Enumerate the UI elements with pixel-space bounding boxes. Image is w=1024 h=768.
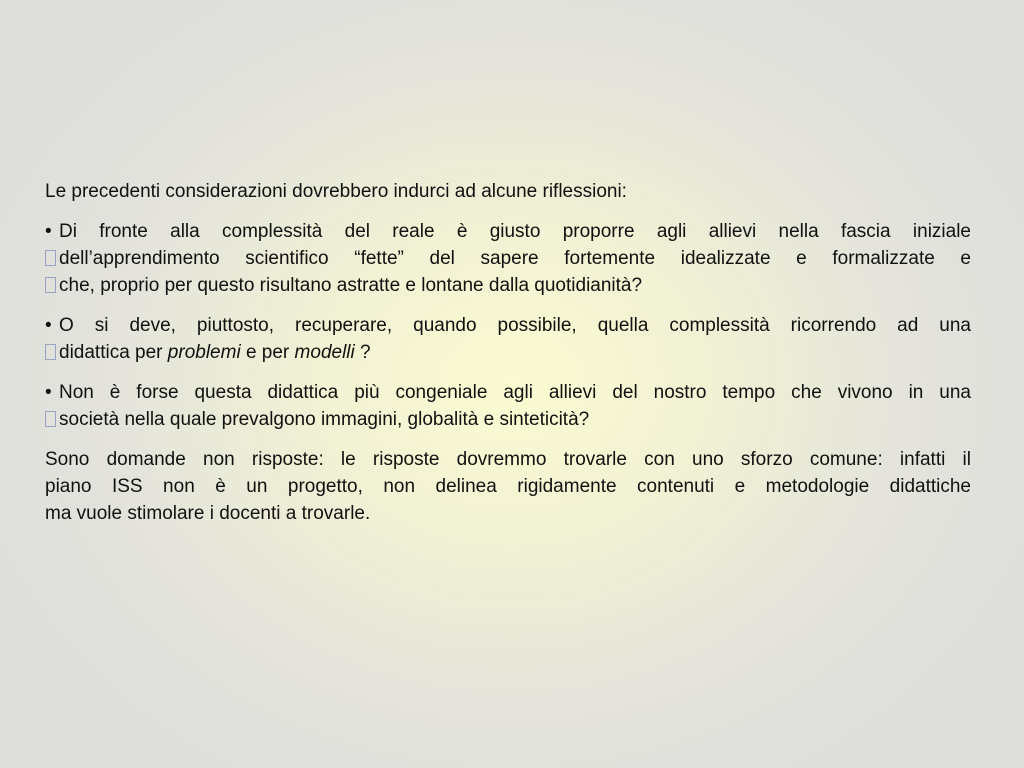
bullet-item-1-line-1: • Di fronte alla complessità del reale è giusto proporre agli allievi nella fascia iniziale (45, 218, 971, 245)
bullet-item-2-line-1: • O si deve, piuttosto, recuperare, quando possibile, quella complessità ricorrendo ad una (45, 312, 971, 339)
missing-glyph-icon (45, 250, 56, 266)
bullet-item-3-line-2: società nella quale prevalgono immagini, globalità e sinteticità? (45, 406, 971, 433)
intro-paragraph (45, 178, 971, 205)
missing-glyph-icon (45, 411, 56, 427)
intro-text: Le precedenti considerazioni dovrebbero indurci ad alcune riflessioni: (45, 181, 627, 202)
bullet-icon: • (45, 221, 52, 242)
bullet-icon: • (45, 315, 52, 336)
missing-glyph-icon (45, 344, 56, 360)
bullet-item-1-line-2: dell’apprendimento scientifico “fette” del sapere fortemente idealizzate e formalizzate e (45, 245, 971, 272)
missing-glyph-icon (45, 277, 56, 293)
bullet-item-1-line-3: che, proprio per questo risultano astratte e lontane dalla quotidianità? (45, 272, 971, 299)
closing-line-1: Sono domande non risposte: le risposte dovremmo trovarle con uno sforzo comune: infatti il (45, 449, 971, 470)
closing-line-2: piano ISS non è un progetto, non delinea rigidamente contenuti e metodologie didattiche (45, 476, 971, 497)
bullet-item-1 (45, 218, 971, 299)
closing-line-3: ma vuole stimolare i docenti a trovarle. (45, 503, 371, 524)
emphasis-modelli: modelli (294, 342, 355, 363)
slide-body (45, 178, 971, 540)
bullet-item-3-line-1: • Non è forse questa didattica più congeniale agli allievi del nostro tempo che vivono in una (45, 379, 971, 406)
bullet-item-3 (45, 379, 971, 433)
bullet-item-2-line-2: didattica per problemi e per modelli ? (45, 339, 971, 366)
emphasis-problemi: problemi (167, 342, 241, 363)
bullet-icon: • (45, 382, 52, 403)
closing-paragraph (45, 446, 971, 527)
bullet-item-2 (45, 312, 971, 366)
